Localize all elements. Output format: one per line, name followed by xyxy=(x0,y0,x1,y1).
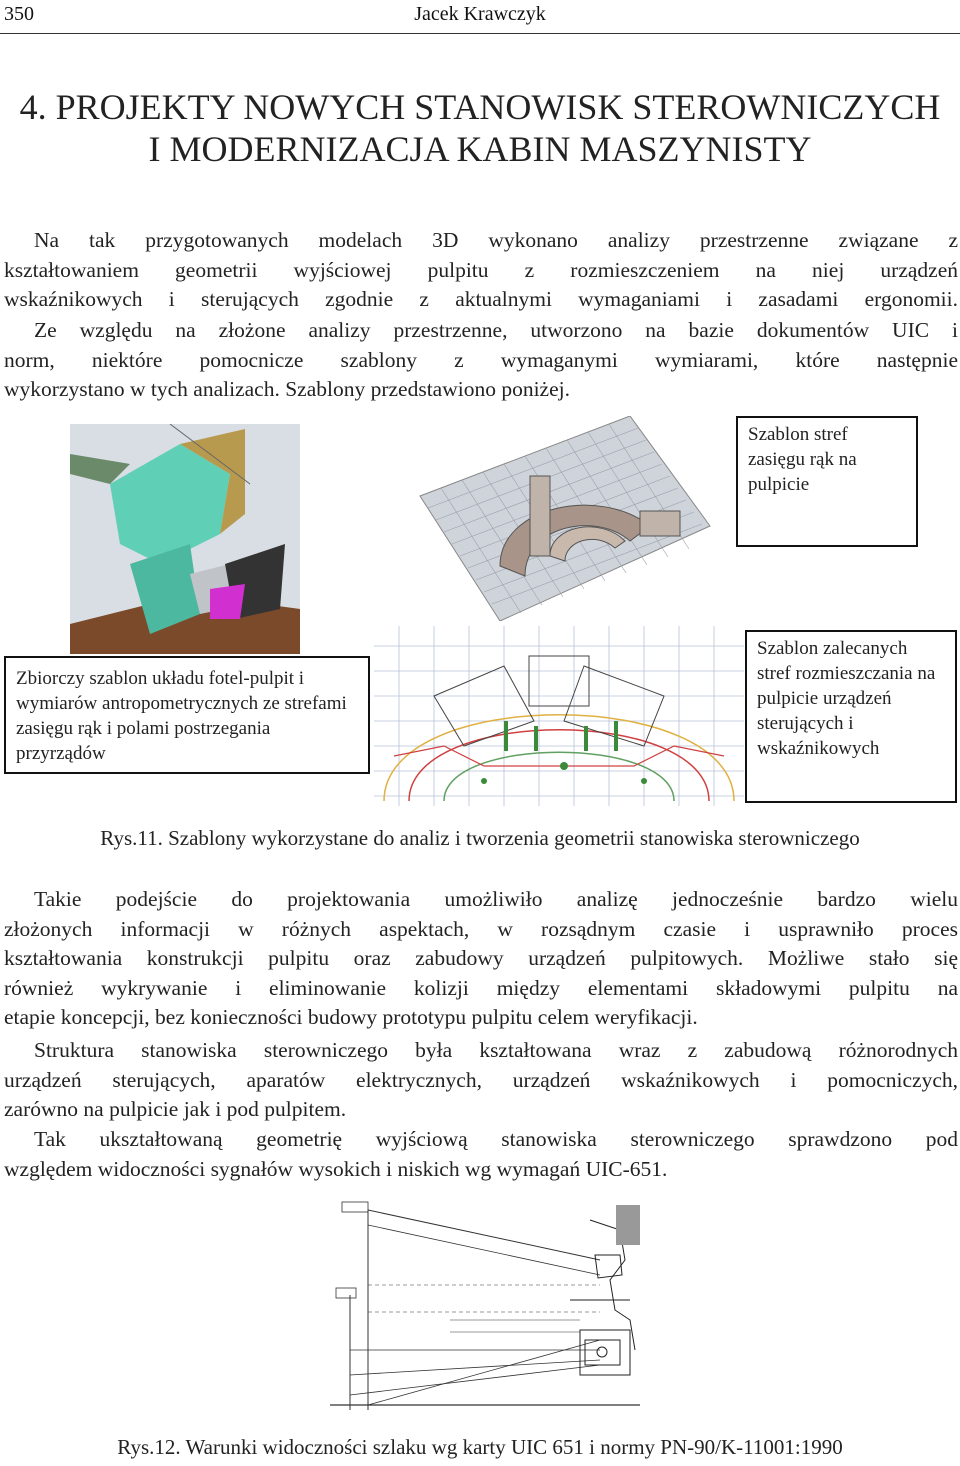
paragraph-line: Takie podejście do projektowania umożliwiło analizę jednocześnie bardzo wielu xyxy=(34,887,958,911)
paragraph-line: względem widoczności sygnałów wysokich i niskich wg wymagań UIC-651. xyxy=(4,1156,668,1181)
page-number: 350 xyxy=(4,3,34,25)
figure-11-panel-seat-model xyxy=(70,424,300,654)
section-heading-line-2: I MODERNIZACJA KABIN MASZYNISTY xyxy=(148,129,812,169)
label-recommended-zones: Szablon zalecanych stref rozmieszczania na pulpicie urządzeń sterujących i wskaźnikowych xyxy=(745,630,957,803)
page-header xyxy=(0,0,960,34)
running-head: Jacek Krawczyk xyxy=(414,3,546,25)
paragraph-line: kształtowaniem geometrii wyjściowej pulpitu z rozmieszczeniem na niej urządzeń xyxy=(4,257,958,282)
paragraph-4 xyxy=(4,1036,958,1125)
label-reach-zones: Szablon stref zasięgu rąk na pulpicie xyxy=(736,416,918,547)
paragraph-line: Struktura stanowiska sterowniczego była kształtowana wraz z zabudową różnorodnych xyxy=(34,1038,958,1062)
paragraph-line: Tak ukształtowaną geometrię wyjściową stanowiska sterowniczego sprawdzono pod xyxy=(34,1127,958,1151)
paragraph-1 xyxy=(4,226,958,315)
paragraph-line: Na tak przygotowanych modelach 3D wykonano analizy przestrzenne związane z xyxy=(34,228,958,252)
paragraph-line: zarówno na pulpicie jak i pod pulpitem. xyxy=(4,1097,347,1121)
label-combined-template: Zbiorczy szablon układu fotel-pulpit i wymiarów antropometrycznych ze strefami zasięgu rąk i polami postrzegania przyrządów xyxy=(4,656,370,774)
header-rule xyxy=(0,33,960,34)
paragraph-line: urządzeń sterujących, aparatów elektrycznych, urządzeń wskaźnikowych i pomocniczych, xyxy=(4,1067,958,1092)
section-heading-line-1: 4. PROJEKTY NOWYCH STANOWISK STEROWNICZYCH xyxy=(19,87,941,127)
paragraph-line: norm, niektóre pomocnicze szablony z wymaganymi wymiarami, które następnie xyxy=(4,347,958,372)
paragraph-line: wykorzystano w tych analizach. Szablony przedstawiono poniżej. xyxy=(4,377,570,401)
figure-11-panel-recommended-zones xyxy=(374,626,744,806)
paragraph-line: Ze względu na złożone analizy przestrzenne, utworzono na bazie dokumentów UIC i xyxy=(34,318,958,342)
figure-11-panel-reach-zones xyxy=(400,416,715,621)
paragraph-5 xyxy=(4,1125,958,1184)
paragraph-2 xyxy=(4,316,958,405)
paragraph-line: również wykrywanie i eliminowanie kolizji między elementami składowymi pulpitu na xyxy=(4,975,958,1000)
figure-11-caption: Rys.11. Szablony wykorzystane do analiz i tworzenia geometrii stanowiska sterowniczego xyxy=(100,826,860,850)
section-heading xyxy=(0,86,960,170)
figure-12-caption: Rys.12. Warunki widoczności szlaku wg karty UIC 651 i normy PN-90/K-11001:1990 xyxy=(117,1435,843,1459)
paragraph-line: wskaźnikowych i sterujących zgodnie z aktualnymi wymaganiami i zasadami ergonomii. xyxy=(4,287,958,311)
paragraph-line: złożonych informacji w różnych aspektach, w rozsądnym czasie i usprawniło proces xyxy=(4,916,958,941)
paragraph-3 xyxy=(4,885,958,1033)
paragraph-line: kształtowania konstrukcji pulpitu oraz zabudowy urządzeń pulpitowych. Możliwe stało się xyxy=(4,946,958,970)
paragraph-line: etapie koncepcji, bez konieczności budowy prototypu pulpitu celem weryfikacji. xyxy=(4,1005,698,1029)
figure-11 xyxy=(0,412,960,812)
figure-12-visibility-diagram xyxy=(330,1200,640,1420)
